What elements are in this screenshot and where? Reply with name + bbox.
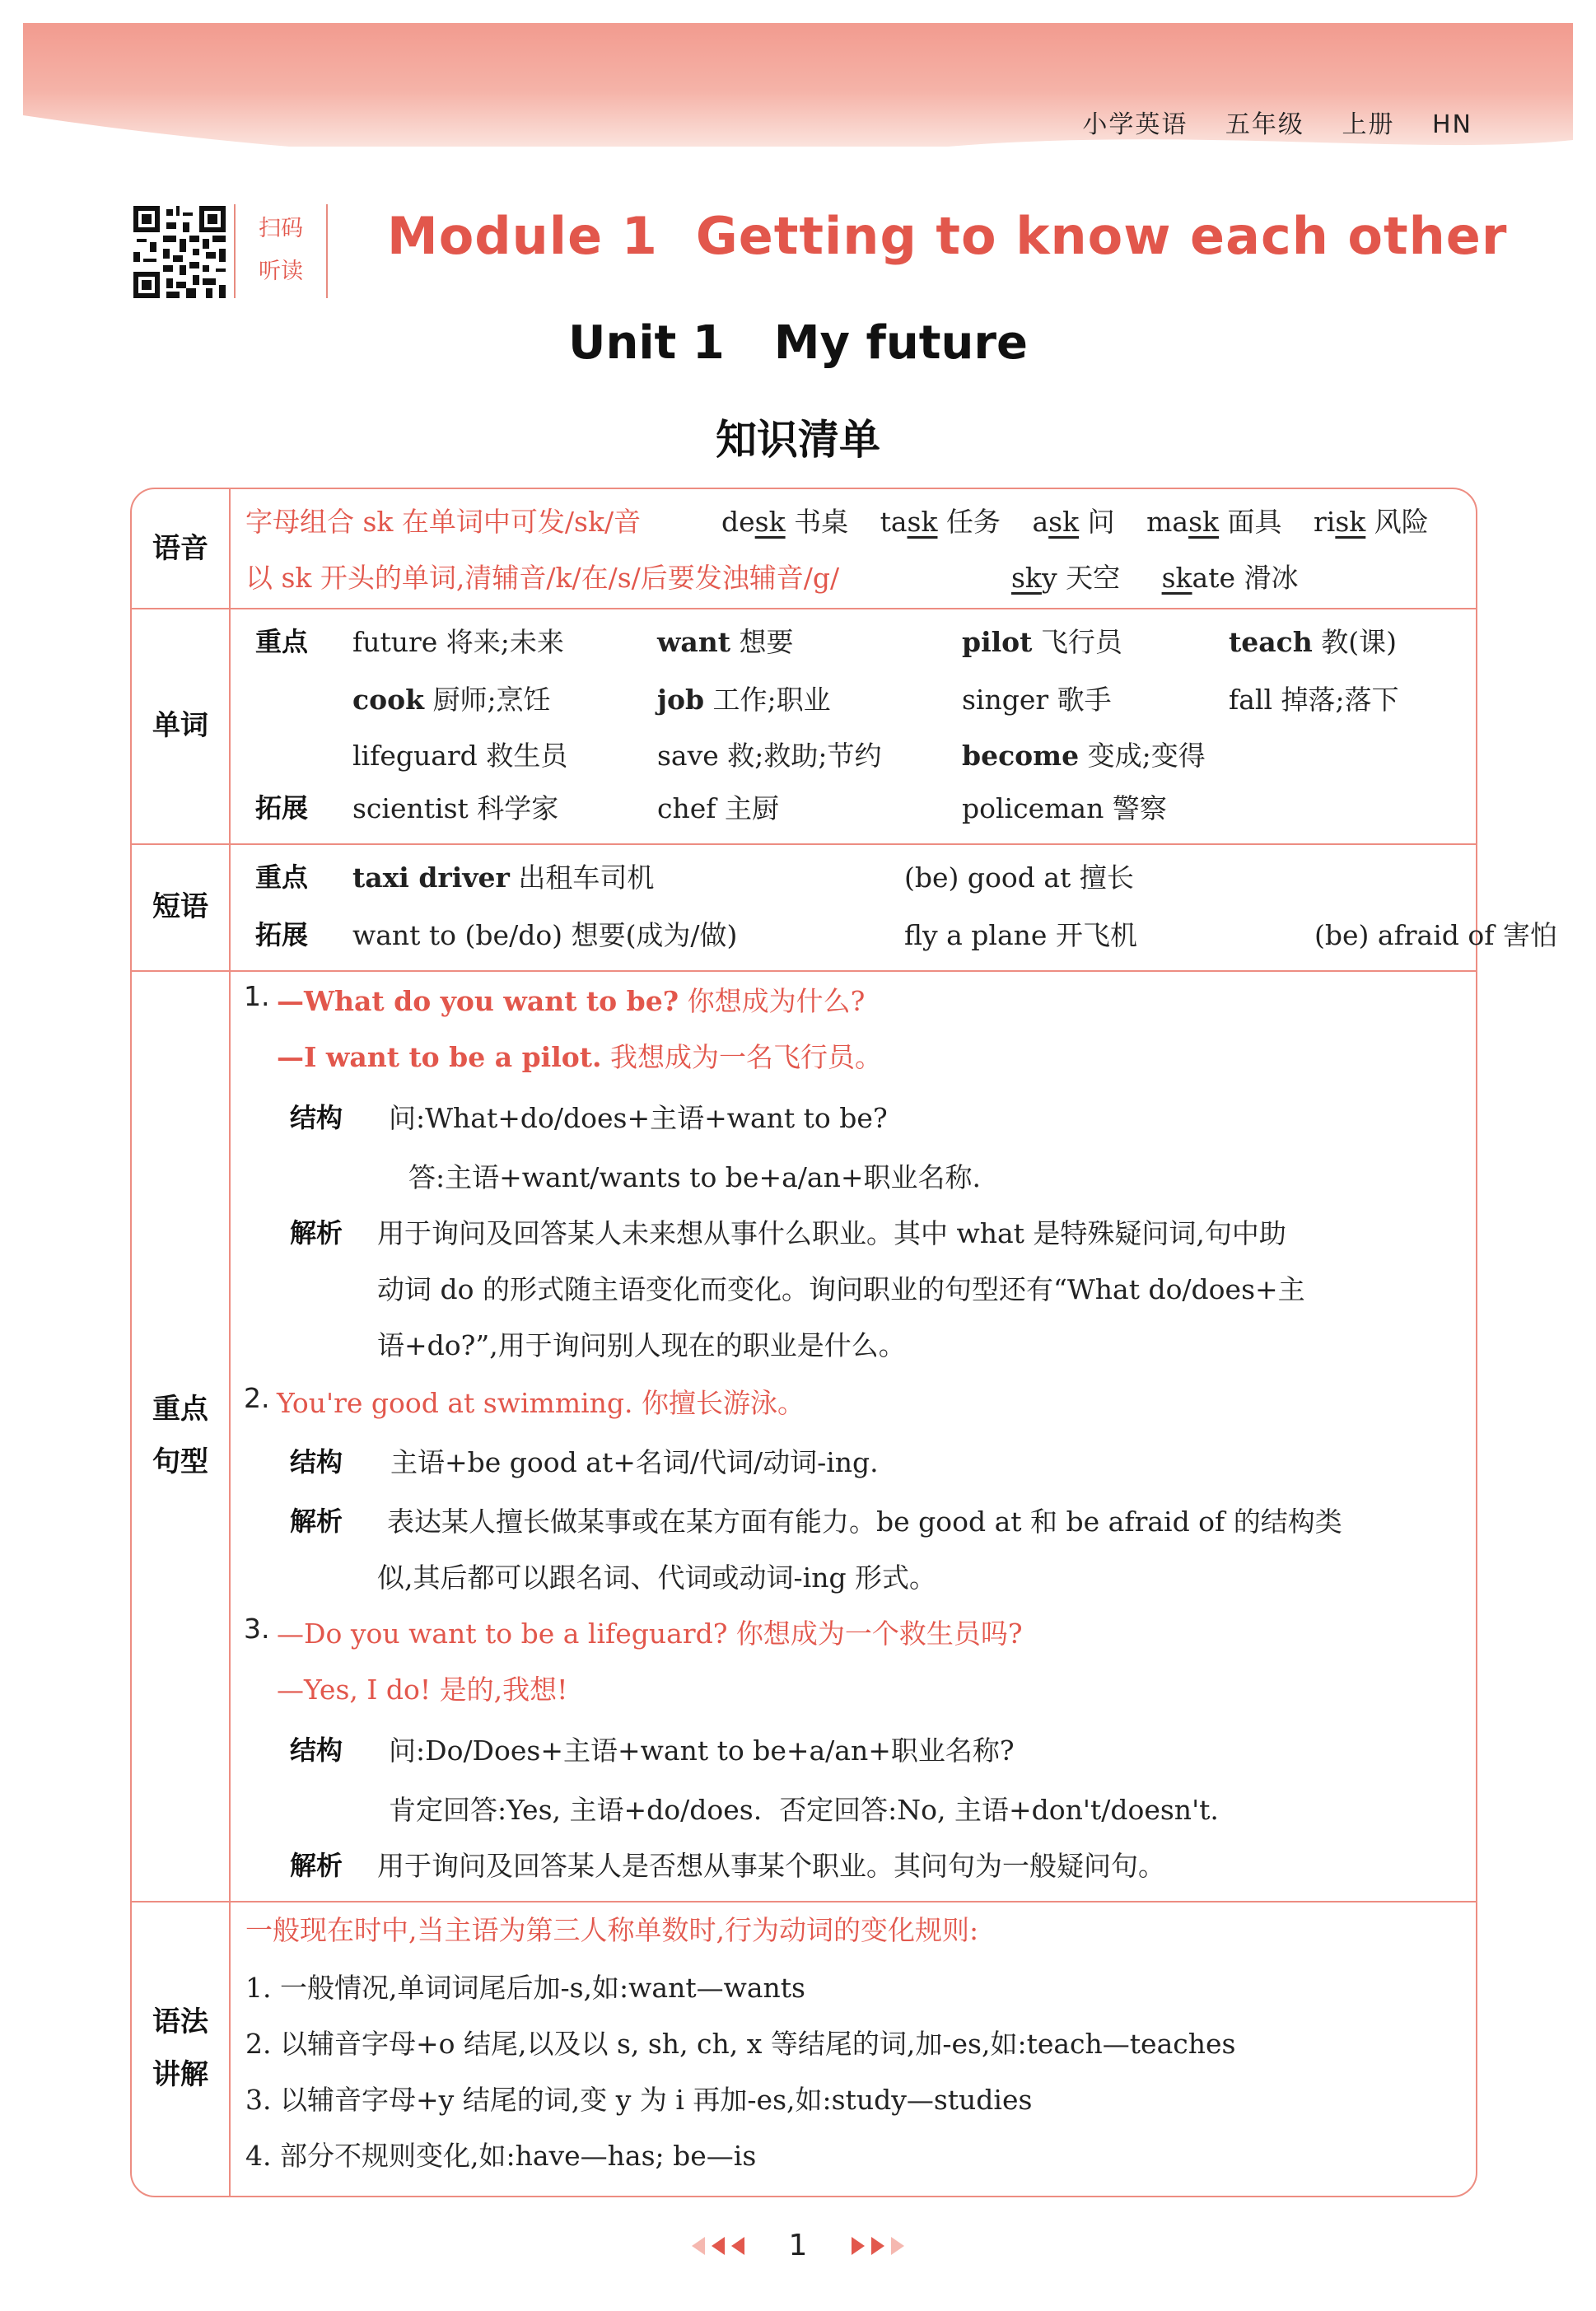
phonics-words-2 bbox=[1011, 557, 1299, 595]
s2-analysis-1: 表达某人擅长做某事或在某方面有能力。be good at 和 be afraid of 的结构类 bbox=[387, 1506, 1342, 1538]
grammar-rule-1: 1. 一般情况,单词词尾后加-s,如:want—wants bbox=[245, 1972, 805, 2004]
vocab-item: pilot 飞行员 bbox=[962, 626, 1122, 658]
grammar-content bbox=[245, 1901, 1468, 2196]
grammar-rule-2: 2. 以辅音字母+o 结尾,以及以 s, sh, ch, x 等结尾的词,加-es,如:teach—teaches bbox=[245, 2028, 1236, 2060]
s1-num: 1. bbox=[244, 980, 270, 1012]
s1-struct-tag: 结构 bbox=[290, 1102, 343, 1133]
s2-analysis-tag: 解析 bbox=[290, 1506, 343, 1537]
unit-title bbox=[0, 316, 1596, 370]
s1-struct-2: 答:主语+want/wants to be+a/an+职业名称. bbox=[408, 1161, 981, 1193]
qr-code-icon[interactable] bbox=[133, 206, 226, 298]
page-footer bbox=[0, 2229, 1596, 2262]
vocab-item: scientist 科学家 bbox=[352, 792, 559, 824]
s2-struct-tag: 结构 bbox=[290, 1446, 343, 1478]
phonics-words-1 bbox=[721, 501, 1429, 539]
row-vocab bbox=[132, 608, 1476, 845]
s1-analysis-1: 用于询问及回答某人未来想从事什么职业。其中 what 是特殊疑问词,句中助 bbox=[377, 1217, 1286, 1249]
word-task: task 任务 bbox=[880, 506, 1001, 538]
phrase-item: want to (be/do) 想要(成为/做) bbox=[352, 919, 738, 951]
s1-answer: —I want to be a pilot. 我想成为一名飞行员。 bbox=[277, 1041, 883, 1073]
word-ask: ask 问 bbox=[1032, 506, 1115, 538]
phonics-content bbox=[245, 489, 1468, 608]
page-number: 1 bbox=[788, 2229, 808, 2262]
phrases-key-tag: 重点 bbox=[255, 861, 309, 893]
label-grammar: 语法 讲解 bbox=[132, 1901, 231, 2196]
label-vocab: 单词 bbox=[132, 608, 231, 843]
grammar-rule-3: 3. 以辅音字母+y 结尾的词,变 y 为 i 再加-es,如:study—studies bbox=[245, 2084, 1033, 2116]
vocab-item: singer 歌手 bbox=[962, 684, 1112, 716]
qr-label bbox=[234, 204, 328, 298]
vocab-key-tag: 重点 bbox=[255, 626, 309, 657]
row-grammar bbox=[132, 1901, 1476, 2196]
label-phonics: 语音 bbox=[132, 489, 231, 608]
s3-analysis-tag: 解析 bbox=[290, 1850, 343, 1881]
module-label: Module 1 bbox=[387, 206, 658, 266]
s3-question: —Do you want to be a lifeguard? 你想成为一个救生员吗? bbox=[277, 1618, 1023, 1650]
sentences-content bbox=[245, 970, 1468, 1901]
right-arrow-icon bbox=[871, 2237, 884, 2255]
s1-analysis-tag: 解析 bbox=[290, 1217, 343, 1249]
s3-analysis: 用于询问及回答某人是否想从事某个职业。其问句为一般疑问句。 bbox=[377, 1850, 1165, 1882]
s3-struct-2: 肯定回答:Yes, 主语+do/does. 否定回答:No, 主语+don't/doesn't. bbox=[389, 1794, 1219, 1826]
word-mask: mask 面具 bbox=[1146, 506, 1282, 538]
right-arrow-icon bbox=[852, 2237, 865, 2255]
s2-num: 2. bbox=[244, 1382, 270, 1414]
vocab-item: fall 掉落;落下 bbox=[1229, 684, 1399, 716]
word-skate: skate 滑冰 bbox=[1161, 562, 1299, 594]
left-arrow-icon bbox=[731, 2237, 744, 2255]
unit-label: Unit 1 bbox=[568, 316, 725, 370]
s2-text: You're good at swimming. 你擅长游泳。 bbox=[277, 1387, 805, 1419]
vocab-item: become 变成;变得 bbox=[962, 740, 1206, 772]
phrases-content bbox=[245, 843, 1557, 970]
s3-struct-1: 问:Do/Does+主语+want to be+a/an+职业名称? bbox=[389, 1734, 1015, 1767]
left-arrow-icon bbox=[712, 2237, 725, 2255]
phrase-item: fly a plane 开飞机 bbox=[904, 919, 1137, 951]
row-phrases bbox=[132, 843, 1557, 972]
phrases-ext-tag: 拓展 bbox=[255, 919, 309, 950]
s1-question: —What do you want to be? 你想成为什么? bbox=[277, 985, 866, 1017]
word-sky: sky 天空 bbox=[1011, 562, 1121, 594]
module-name: Getting to know each other bbox=[695, 206, 1508, 266]
row-sentences bbox=[132, 970, 1476, 1902]
phonics-rule-2: 以 sk 开头的单词,清辅音/k/在/s/后要发浊辅音/g/ bbox=[245, 562, 840, 594]
word-risk: risk 风险 bbox=[1314, 506, 1429, 538]
s3-struct-tag: 结构 bbox=[290, 1734, 343, 1766]
section-title: 知识清单 bbox=[716, 416, 880, 464]
unit-name: My future bbox=[773, 316, 1028, 370]
subject: 小学英语 bbox=[1082, 110, 1188, 139]
vocab-content bbox=[245, 608, 1468, 843]
s2-analysis-2: 似,其后都可以跟名词、代词或动词-ing 形式。 bbox=[377, 1562, 937, 1594]
label-phrases: 短语 bbox=[132, 843, 231, 970]
s2-struct: 主语+be good at+名词/代词/动词-ing. bbox=[390, 1446, 879, 1478]
phrase-item: (be) good at 擅长 bbox=[904, 861, 1134, 894]
vocab-item: cook 厨师;烹饪 bbox=[352, 684, 551, 716]
s1-struct-1: 问:What+do/does+主语+want to be? bbox=[389, 1102, 888, 1134]
vocab-ext-tag: 拓展 bbox=[255, 792, 309, 824]
module-title bbox=[387, 206, 1507, 266]
row-phonics bbox=[132, 489, 1476, 609]
vocab-item: want 想要 bbox=[657, 626, 794, 658]
vocab-item: job 工作;职业 bbox=[657, 684, 831, 716]
phrase-item: taxi driver 出租车司机 bbox=[352, 861, 655, 894]
grade: 五年级 bbox=[1225, 110, 1304, 139]
s1-analysis-2: 动词 do 的形式随主语变化而变化。询问职业的句型还有“What do/does+主 bbox=[377, 1273, 1305, 1305]
term: 上册 bbox=[1342, 110, 1395, 139]
knowledge-table bbox=[130, 488, 1557, 2197]
header-meta bbox=[1054, 104, 1472, 140]
left-arrow-icon bbox=[692, 2237, 705, 2255]
qr-label-line-1: 扫码 bbox=[259, 216, 303, 241]
phrase-item: (be) afraid of 害怕 bbox=[1314, 919, 1557, 951]
qr-label-line-2: 听读 bbox=[259, 259, 303, 284]
right-arrow-icon bbox=[891, 2237, 904, 2255]
edition: HN bbox=[1432, 110, 1472, 139]
vocab-item: policeman 警察 bbox=[962, 792, 1167, 824]
grammar-intro: 一般现在时中,当主语为第三人称单数时,行为动词的变化规则: bbox=[245, 1914, 979, 1946]
vocab-item: lifeguard 救生员 bbox=[352, 740, 568, 772]
phonics-rule-1: 字母组合 sk 在单词中可发/sk/音 bbox=[245, 506, 642, 538]
vocab-item: teach 教(课) bbox=[1229, 626, 1397, 658]
s3-num: 3. bbox=[244, 1613, 270, 1645]
vocab-item: chef 主厨 bbox=[657, 792, 779, 824]
s1-analysis-3: 语+do?”,用于询问别人现在的职业是什么。 bbox=[377, 1329, 906, 1361]
label-sentences: 重点 句型 bbox=[132, 970, 231, 1901]
s3-answer: —Yes, I do! 是的,我想! bbox=[277, 1674, 568, 1706]
vocab-item: future 将来;未来 bbox=[352, 626, 564, 658]
grammar-rule-4: 4. 部分不规则变化,如:have—has; be—is bbox=[245, 2140, 757, 2172]
word-desk: desk 书桌 bbox=[721, 506, 849, 538]
vocab-item: save 救;救助;节约 bbox=[657, 740, 882, 772]
